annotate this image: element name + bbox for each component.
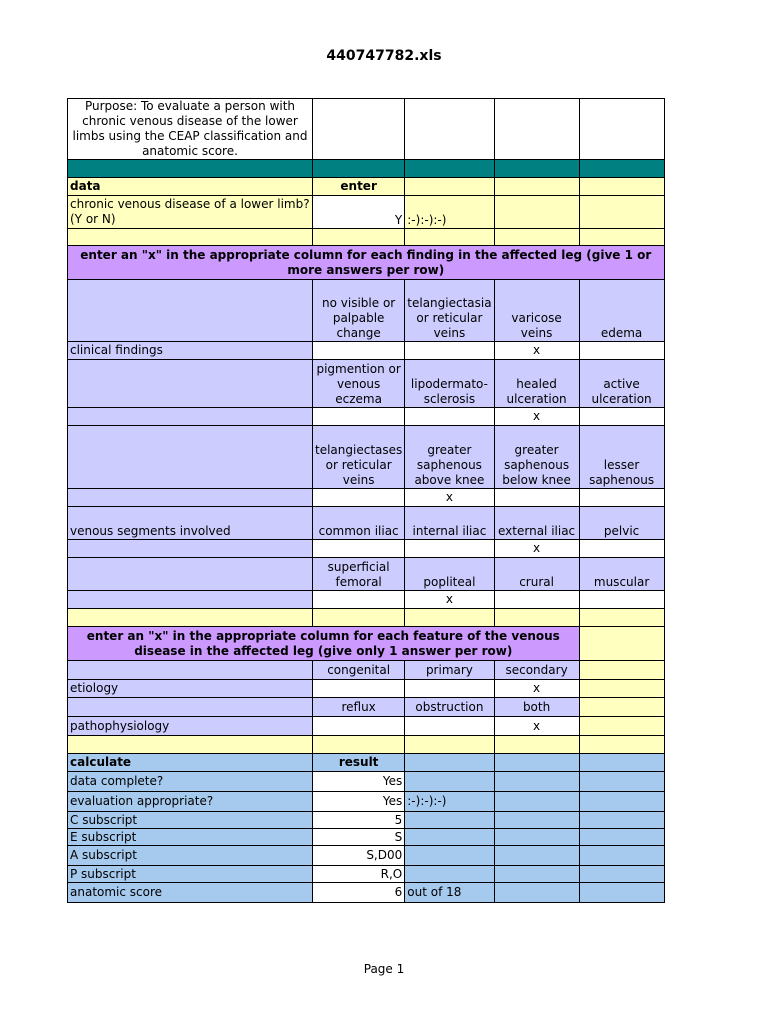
smiley-indicator: :-):-):-) bbox=[405, 196, 494, 229]
clinical-findings-label: clinical findings bbox=[68, 342, 313, 360]
etiology-header: secondary bbox=[494, 661, 579, 680]
finding-input[interactable]: x bbox=[494, 540, 579, 558]
finding-input[interactable]: x bbox=[494, 342, 579, 360]
patho-input[interactable] bbox=[313, 717, 405, 736]
patho-input[interactable] bbox=[405, 717, 494, 736]
finding-input[interactable] bbox=[313, 408, 405, 426]
document-title: 440747782.xls bbox=[326, 48, 442, 64]
finding-input[interactable] bbox=[313, 342, 405, 360]
chronic-disease-input[interactable]: Y bbox=[313, 196, 405, 229]
finding-header: muscular bbox=[579, 558, 664, 591]
calc-value: 6 bbox=[313, 883, 405, 903]
calc-note: out of 18 bbox=[405, 883, 494, 903]
finding-header: edema bbox=[579, 280, 664, 342]
calc-note bbox=[405, 812, 494, 829]
finding-header: lesser saphenous bbox=[579, 426, 664, 489]
calc-note: :-):-):-) bbox=[405, 792, 494, 812]
calc-label: data complete? bbox=[68, 772, 313, 792]
spreadsheet-table bbox=[67, 98, 665, 903]
etiology-input[interactable] bbox=[405, 680, 494, 698]
finding-input[interactable]: x bbox=[405, 591, 494, 609]
finding-header: telangiectasia or reticular veins bbox=[405, 280, 494, 342]
result-header: result bbox=[313, 754, 405, 772]
calc-value: Yes bbox=[313, 792, 405, 812]
finding-input[interactable] bbox=[579, 489, 664, 507]
finding-header: lipodermato-sclerosis bbox=[405, 360, 494, 408]
calc-label: evaluation appropriate? bbox=[68, 792, 313, 812]
etiology-header: congenital bbox=[313, 661, 405, 680]
finding-header: common iliac bbox=[313, 507, 405, 540]
finding-input[interactable] bbox=[405, 408, 494, 426]
calc-value: S bbox=[313, 829, 405, 846]
calc-label: C subscript bbox=[68, 812, 313, 829]
finding-input[interactable] bbox=[494, 489, 579, 507]
finding-input[interactable] bbox=[405, 540, 494, 558]
finding-header: varicose veins bbox=[494, 280, 579, 342]
chronic-disease-question: chronic venous disease of a lower limb? (Y or N) bbox=[68, 196, 313, 229]
finding-header: active ulceration bbox=[579, 360, 664, 408]
findings-instruction: enter an "x" in the appropriate column for each finding in the affected leg (give 1 or more answers per row) bbox=[68, 246, 665, 280]
calc-label: A subscript bbox=[68, 846, 313, 866]
calc-note bbox=[405, 846, 494, 866]
finding-input[interactable] bbox=[494, 591, 579, 609]
calculate-header: calculate bbox=[68, 754, 313, 772]
finding-header: no visible or palpable change bbox=[313, 280, 405, 342]
data-header: data bbox=[68, 178, 313, 196]
calc-value: R,O bbox=[313, 866, 405, 883]
pathophysiology-label: pathophysiology bbox=[68, 717, 313, 736]
patho-header: obstruction bbox=[405, 698, 494, 717]
finding-input[interactable] bbox=[313, 591, 405, 609]
page-footer: Page 1 bbox=[363, 962, 405, 976]
enter-header: enter bbox=[313, 178, 405, 196]
calc-value: S,D00 bbox=[313, 846, 405, 866]
teal-divider bbox=[68, 160, 313, 178]
finding-header: greater saphenous below knee bbox=[494, 426, 579, 489]
finding-input[interactable] bbox=[579, 342, 664, 360]
venous-segments-label: venous segments involved bbox=[68, 507, 313, 540]
finding-header: pigmention or venous eczema bbox=[313, 360, 405, 408]
calc-note bbox=[405, 772, 494, 792]
calc-value: 5 bbox=[313, 812, 405, 829]
features-instruction: enter an "x" in the appropriate column for each feature of the venous disease in the affected leg (give only 1 answer per row) bbox=[68, 627, 580, 661]
calc-note bbox=[405, 866, 494, 883]
finding-header: pelvic bbox=[579, 507, 664, 540]
finding-header: crural bbox=[494, 558, 579, 591]
finding-header: telangiectases or reticular veins bbox=[313, 426, 405, 489]
finding-header: greater saphenous above knee bbox=[405, 426, 494, 489]
finding-input[interactable] bbox=[579, 591, 664, 609]
calc-value: Yes bbox=[313, 772, 405, 792]
finding-input[interactable] bbox=[313, 540, 405, 558]
calc-note bbox=[405, 829, 494, 846]
purpose-cell: Purpose: To evaluate a person with chronic venous disease of the lower limbs using the CEAP classification and anatomic score. bbox=[68, 99, 313, 160]
finding-header: popliteal bbox=[405, 558, 494, 591]
finding-input[interactable]: x bbox=[494, 408, 579, 426]
calc-label: P subscript bbox=[68, 866, 313, 883]
finding-header: external iliac bbox=[494, 507, 579, 540]
patho-input[interactable]: x bbox=[494, 717, 579, 736]
finding-header: superficial femoral bbox=[313, 558, 405, 591]
finding-input[interactable] bbox=[405, 342, 494, 360]
finding-input[interactable] bbox=[313, 489, 405, 507]
etiology-input[interactable]: x bbox=[494, 680, 579, 698]
patho-header: reflux bbox=[313, 698, 405, 717]
etiology-header: primary bbox=[405, 661, 494, 680]
finding-input[interactable] bbox=[579, 408, 664, 426]
etiology-input[interactable] bbox=[313, 680, 405, 698]
patho-header: both bbox=[494, 698, 579, 717]
calc-label: anatomic score bbox=[68, 883, 313, 903]
finding-header: healed ulceration bbox=[494, 360, 579, 408]
finding-input[interactable] bbox=[579, 540, 664, 558]
calc-label: E subscript bbox=[68, 829, 313, 846]
finding-input[interactable]: x bbox=[405, 489, 494, 507]
etiology-label: etiology bbox=[68, 680, 313, 698]
finding-header: internal iliac bbox=[405, 507, 494, 540]
